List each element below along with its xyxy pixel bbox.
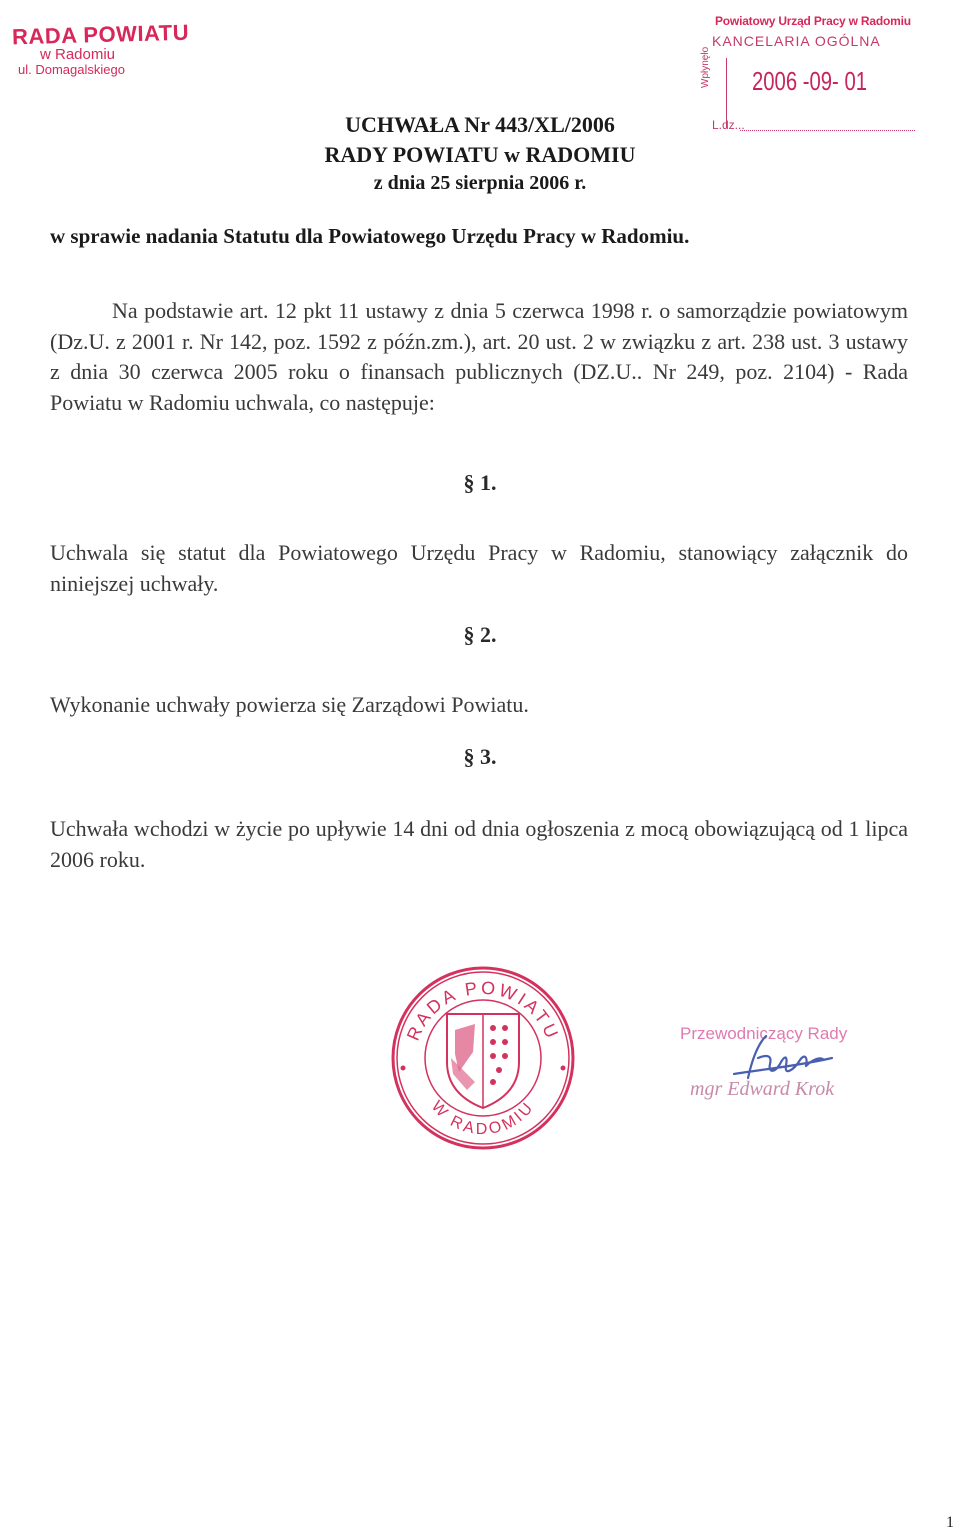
- stamp-department: KANCELARIA OGÓLNA: [712, 33, 881, 49]
- legal-basis-paragraph: Na podstawie art. 12 pkt 11 ustawy z dnia 5 czerwca 1998 r. o samorządzie powiatowym (Dz.U. z 2001 r. Nr 142, poz. 1592 z późn.zm.), art. 20 ust. 2 w związku z art. 238 ust. 3 ustawy z dnia 30 czerwca 2005 roku o finansach publicznych (DZ.U.. Nr 249, poz. 2104) - Rada Powiatu w Radomiu uchwala, co następuje:: [50, 298, 908, 415]
- section-heading-2: § 2.: [463, 622, 497, 647]
- resolution-body: RADY POWIATU w RADOMIU: [324, 142, 636, 167]
- resolution-subject: w sprawie nadania Statutu dla Powiatowego Urzędu Pracy w Radomiu.: [50, 224, 690, 248]
- resolution-number: UCHWAŁA Nr 443/XL/2006: [345, 112, 615, 137]
- section-text-1: Uchwala się statut dla Powiatowego Urzędu Pracy w Radomiu, stanowiący załącznik do niniejszej uchwały.: [50, 540, 908, 596]
- official-seal-icon: [385, 962, 580, 1152]
- stamp-received-date: 2006 -09- 01: [752, 66, 868, 96]
- resolution-date: z dnia 25 sierpnia 2006 r.: [373, 172, 587, 194]
- stamp-received-label: Wpłynęło: [700, 46, 711, 88]
- section-heading-3: § 3.: [463, 744, 497, 769]
- svg-text:W RADOMIU: W RADOMIU: [427, 1097, 539, 1138]
- stamp-organization: Powiatowy Urząd Pracy w Radomiu: [715, 14, 911, 28]
- stamp-line-city: w Radomiu: [40, 46, 116, 63]
- signature-title: Przewodniczący Rady: [680, 1024, 848, 1043]
- page-number: 1: [946, 1514, 954, 1531]
- section-heading-1: § 1.: [463, 470, 497, 495]
- signatory-name: mgr Edward Krok: [690, 1078, 835, 1100]
- section-text-3: Uchwała wchodzi w życie po upływie 14 dni od dnia ogłoszenia z mocą obowiązującą od 1 lipca 2006 roku.: [50, 816, 908, 872]
- handwritten-signature-icon: [728, 1030, 838, 1085]
- council-address-stamp: [11, 19, 190, 77]
- stamp-line-council: RADA POWIATU: [11, 19, 190, 50]
- stamp-ldz: L.dz...: [712, 118, 745, 132]
- section-text-2: Wykonanie uchwały powierza się Zarządowi Powiatu.: [50, 692, 529, 717]
- svg-text:RADA POWIATU: RADA POWIATU: [402, 977, 564, 1044]
- stamp-line-street: ul. Domagalskiego: [18, 62, 125, 77]
